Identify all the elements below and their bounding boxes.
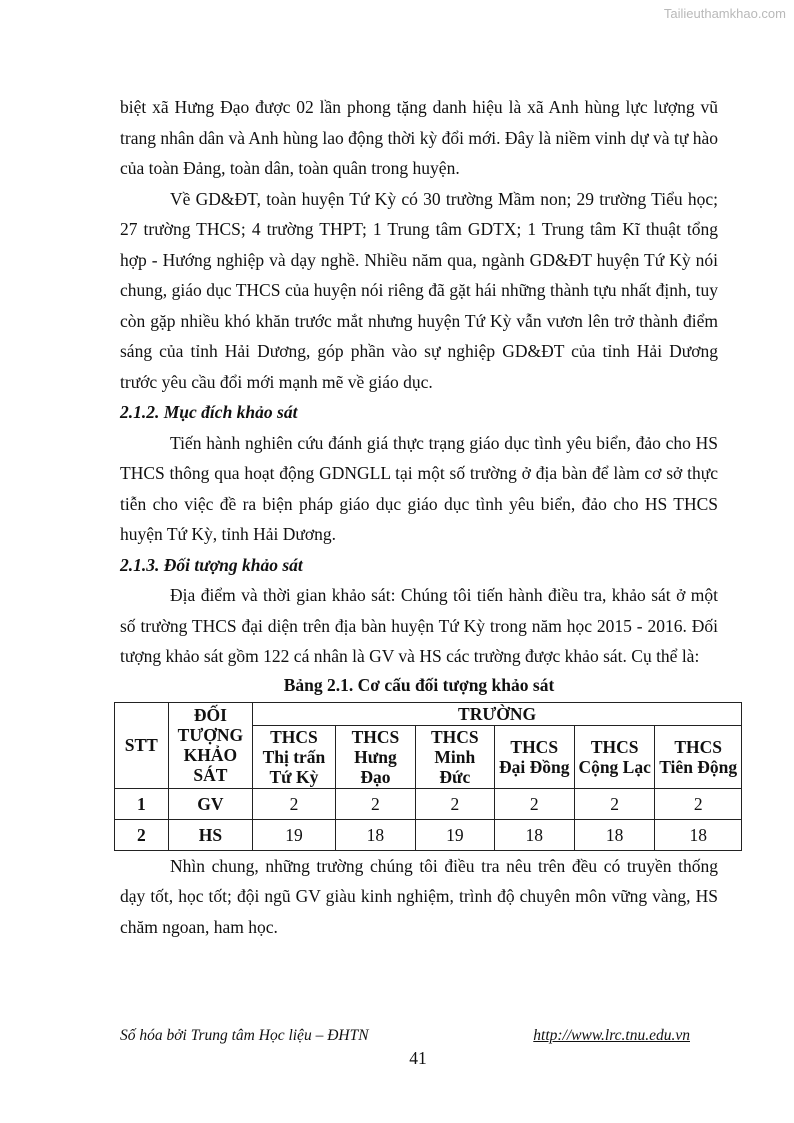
section-heading: 2.1.3. Đối tượng khảo sát: [120, 554, 303, 575]
header-school: THCS Đại Đồng: [494, 725, 574, 788]
header-object: ĐỐI TƯỢNG KHẢO SÁT: [168, 702, 253, 788]
page-body: [120, 92, 738, 942]
cell-value: 18: [655, 819, 742, 850]
cell-value: 19: [416, 819, 494, 850]
header-school-group: TRƯỜNG: [253, 702, 742, 725]
footer-source: Số hóa bởi Trung tâm Học liệu – ĐHTN: [120, 1027, 369, 1044]
cell-object: HS: [168, 819, 253, 850]
table-row: [115, 819, 742, 850]
header-stt: STT: [115, 702, 169, 788]
cell-value: 19: [253, 819, 336, 850]
header-school: THCS Hưng Đạo: [335, 725, 415, 788]
paragraph: Địa điểm và thời gian khảo sát: Chúng tôi tiến hành điều tra, khảo sát ở một số trường THCS đại diện trên địa bàn huyện Tứ Kỳ trong năm học 2015 - 2016. Đối tượng khảo sát gồm 122 cá nhân là GV và HS các trường được khảo sát. Cụ thể là:: [120, 585, 718, 666]
paragraph: Nhìn chung, những trường chúng tôi điều tra nêu trên đều có truyền thống dạy tốt, học tốt; đội ngũ GV giàu kinh nghiệm, trình độ chuyên môn vững vàng, HS chăm ngoan, ham học.: [120, 855, 718, 937]
paragraph: Tiến hành nghiên cứu đánh giá thực trạng giáo dục tình yêu biển, đảo cho HS THCS thông qua hoạt động GDNGLL tại một số trường ở địa bàn để làm cơ sở thực tiễn cho việc đề ra biện pháp giáo dục giáo dục tình yêu biển, đảo cho HS THCS huyện Tứ Kỳ, tỉnh Hải Dương.: [120, 432, 718, 544]
cell-value: 2: [416, 788, 494, 819]
cell-object: GV: [168, 788, 253, 819]
paragraph: biệt xã Hưng Đạo được 02 lần phong tặng danh hiệu là xã Anh hùng lực lượng vũ trang nhân dân và Anh hùng lao động thời kỳ đổi mới. Đây là niềm vinh dự và tự hào của toàn Đảng, toàn dân, toàn quân trong huyện.: [120, 97, 718, 178]
cell-stt: 1: [115, 788, 169, 819]
cell-stt: 2: [115, 819, 169, 850]
footer-link[interactable]: http://www.lrc.tnu.edu.vn: [533, 1027, 690, 1044]
table-caption: Bảng 2.1. Cơ cấu đối tượng khảo sát: [283, 674, 555, 695]
cell-value: 2: [335, 788, 415, 819]
cell-value: 18: [494, 819, 574, 850]
table-row: [115, 788, 742, 819]
watermark: Tailieuthamkhao.com: [663, 6, 786, 21]
page-number: 41: [409, 1048, 427, 1068]
cell-value: 2: [494, 788, 574, 819]
cell-value: 2: [655, 788, 742, 819]
paragraph: Về GD&ĐT, toàn huyện Tứ Kỳ có 30 trường Mầm non; 29 trường Tiểu học; 27 trường THCS; 4 trường THPT; 1 Trung tâm GDTX; 1 Trung tâm Kĩ thuật tổng hợp - Hướng nghiệp và dạy nghề. Nhiều năm qua, ngành GD&ĐT huyện Tứ Kỳ nói chung, giáo dục THCS của huyện nói riêng đã gặt hái những thành tựu nhất định, tuy còn gặp nhiều khó khăn trước mắt nhưng huyện Tứ Kỳ vẫn vươn lên trở thành điểm sáng của tỉnh Hải Dương, góp phần vào sự nghiệp GD&ĐT của tỉnh Hải Dương trước yêu cầu đổi mới mạnh mẽ về giáo dục.: [120, 188, 718, 392]
survey-table: [114, 702, 742, 851]
cell-value: 2: [574, 788, 654, 819]
cell-value: 18: [574, 819, 654, 850]
cell-value: 18: [335, 819, 415, 850]
section-heading: 2.1.2. Mục đích khảo sát: [120, 402, 298, 422]
header-school: THCS Cộng Lạc: [574, 725, 654, 788]
cell-value: 2: [253, 788, 336, 819]
header-school: THCS Minh Đức: [416, 725, 494, 788]
header-school: THCS Thị trấn Tứ Kỳ: [253, 725, 336, 788]
header-school: THCS Tiên Động: [655, 725, 742, 788]
page-footer: [120, 1027, 690, 1045]
